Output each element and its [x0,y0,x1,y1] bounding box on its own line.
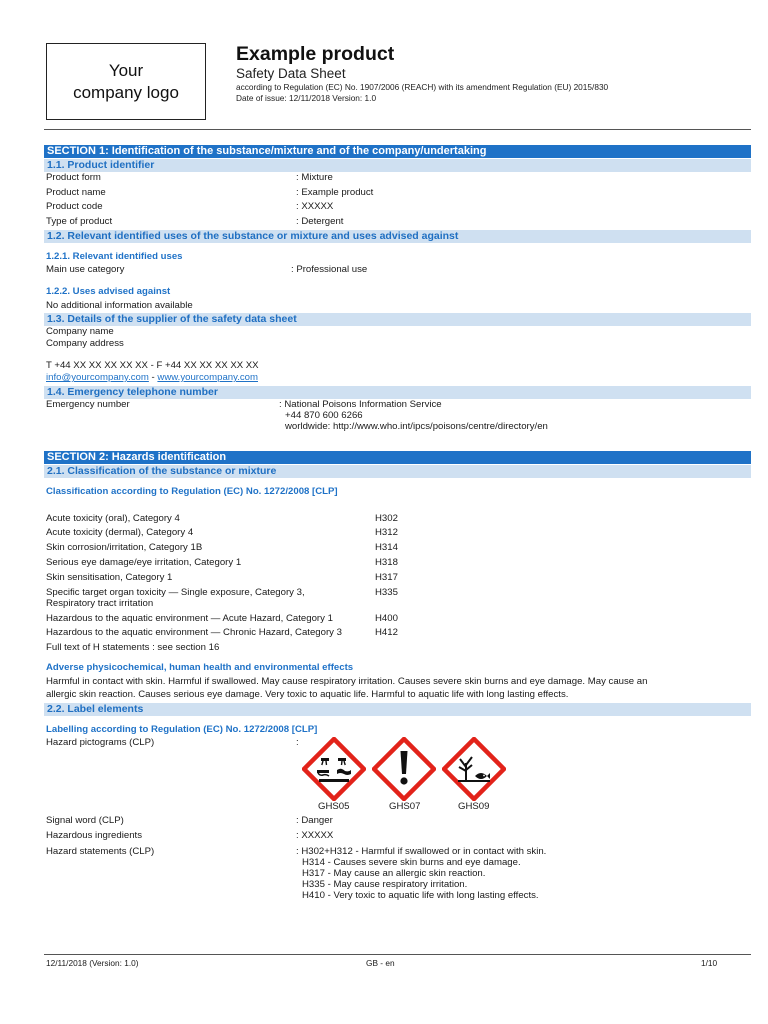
document-subtitle: Safety Data Sheet [236,66,346,81]
subsection-1-3-header: 1.3. Details of the supplier of the safety data sheet [44,313,751,326]
main-use-value: : Professional use [291,264,368,275]
product-name-label: Product name [46,187,106,198]
classification-code: H312 [375,527,398,538]
classification-row: Specific target organ toxicity — Single exposure, Category 3, [46,587,305,598]
hazard-statements-label: Hazard statements (CLP) [46,846,155,857]
company-name: Company name [46,326,114,337]
contact-links [46,372,258,384]
section-2-header: SECTION 2: Hazards identification [44,451,751,464]
product-type-value: : Detergent [296,216,344,227]
classification-row: Serious eye damage/eye irritation, Category 1 [46,557,242,568]
classification-row: Skin corrosion/irritation, Category 1B [46,542,203,553]
subsection-1-2-header: 1.2. Relevant identified uses of the substance or mixture and uses advised against [44,230,751,243]
product-type-label: Type of product [46,216,113,227]
phone-fax: T +44 XX XX XX XX XX - F +44 XX XX XX XX XX [46,360,259,371]
adverse-effects-line-1: Harmful in contact with skin. Harmful if swallowed. May cause respiratory irritation. Causes severe skin burns and eye damage. May cause an [46,676,648,687]
classification-code: H412 [375,627,398,638]
classification-title: Classification according to Regulation (EC) No. 1272/2008 [CLP] [46,486,338,497]
header-divider [44,129,751,130]
email-link[interactable]: info@yourcompany.com [46,372,149,383]
hazardous-ingredients-label: Hazardous ingredients [46,830,142,841]
section-1-header: SECTION 1: Identification of the substance/mixture and of the company/undertaking [44,145,751,158]
classification-code: H400 [375,613,398,624]
classification-row: Hazardous to the aquatic environment — Acute Hazard, Category 1 [46,613,333,624]
pictograms-colon: : [296,737,299,748]
subsection-1-4-header: 1.4. Emergency telephone number [44,386,751,399]
subsection-2-1-header: 2.1. Classification of the substance or mixture [44,465,751,478]
pictograms-label: Hazard pictograms (CLP) [46,737,155,748]
emergency-line-2: +44 870 600 6266 [285,410,363,421]
hazard-statement: H335 - May cause respiratory irritation. [302,879,468,890]
regulation-note: according to Regulation (EC) No. 1907/2006 (REACH) with its amendment Regulation (EU) 2015/830 [236,82,609,92]
classification-row: Hazardous to the aquatic environment — Chronic Hazard, Category 3 [46,627,342,638]
classification-code: H317 [375,572,398,583]
subsection-1-2-2-title: 1.2.2. Uses advised against [46,286,171,297]
website-link[interactable]: www.yourcompany.com [157,372,258,383]
full-text-note: Full text of H statements : see section 16 [46,642,220,653]
classification-row: Acute toxicity (dermal), Category 4 [46,527,194,538]
emergency-label: Emergency number [46,399,130,410]
labelling-title: Labelling according to Regulation (EC) No. 1272/2008 [CLP] [46,724,318,735]
subsection-2-2-header: 2.2. Label elements [44,703,751,716]
footer-language: GB - en [366,958,395,968]
product-title: Example product [236,43,395,65]
signal-word-value: : Danger [296,815,333,826]
document-header [236,42,608,104]
hazardous-ingredients-value: : XXXXX [296,830,334,841]
product-form-label: Product form [46,172,101,183]
classification-code: H314 [375,542,398,553]
footer-date-version: 12/11/2018 (Version: 1.0) [46,958,139,968]
hazard-statement: H317 - May cause an allergic skin reaction. [302,868,486,879]
hazard-statement: H410 - Very toxic to aquatic life with long lasting effects. [302,890,539,901]
footer-divider [44,954,751,955]
hazard-statement: H314 - Causes severe skin burns and eye damage. [302,857,521,868]
company-address: Company address [46,338,124,349]
product-name-value: : Example product [296,187,374,198]
pictogram-code: GHS05 [318,801,350,812]
classification-row: Skin sensitisation, Category 1 [46,572,173,583]
product-form-value: : Mixture [296,172,333,183]
classification-code: H302 [375,513,398,524]
subsection-1-1-header: 1.1. Product identifier [44,159,751,172]
contact-separator: - [148,372,158,383]
signal-word-label: Signal word (CLP) [46,815,124,826]
classification-row: Acute toxicity (oral), Category 4 [46,513,180,524]
classification-row-continued: Respiratory tract irritation [46,598,154,609]
footer-page-number: 1/10 [701,958,718,968]
product-code-label: Product code [46,201,103,212]
advised-against-text: No additional information available [46,300,193,311]
logo-line-1: Your [108,60,144,80]
corrosion-icon [302,737,366,801]
issue-info: Date of issue: 12/11/2018 Version: 1.0 [236,93,377,103]
product-code-value: : XXXXX [296,201,334,212]
exclamation-icon [372,737,436,801]
adverse-effects-title: Adverse physicochemical, human health and environmental effects [46,662,354,673]
environment-icon [442,737,506,801]
adverse-effects-line-2: allergic skin reaction. Causes serious eye damage. Very toxic to aquatic life. Harmful to aquatic life with long lasting effects. [46,689,569,700]
classification-code: H318 [375,557,398,568]
logo-line-2: company logo [73,82,179,102]
main-use-label: Main use category [46,264,125,275]
classification-code: H335 [375,587,398,598]
pictogram-code: GHS09 [458,801,490,812]
hazard-statement: : H302+H312 - Harmful if swallowed or in contact with skin. [296,846,547,857]
emergency-line-1: : National Poisons Information Service [279,399,442,410]
subsection-1-2-1-title: 1.2.1. Relevant identified uses [46,251,183,262]
pictogram-code: GHS07 [389,801,421,812]
emergency-line-3: worldwide: http://www.who.int/ipcs/poisons/centre/directory/en [285,421,548,432]
company-logo-placeholder [46,43,206,120]
